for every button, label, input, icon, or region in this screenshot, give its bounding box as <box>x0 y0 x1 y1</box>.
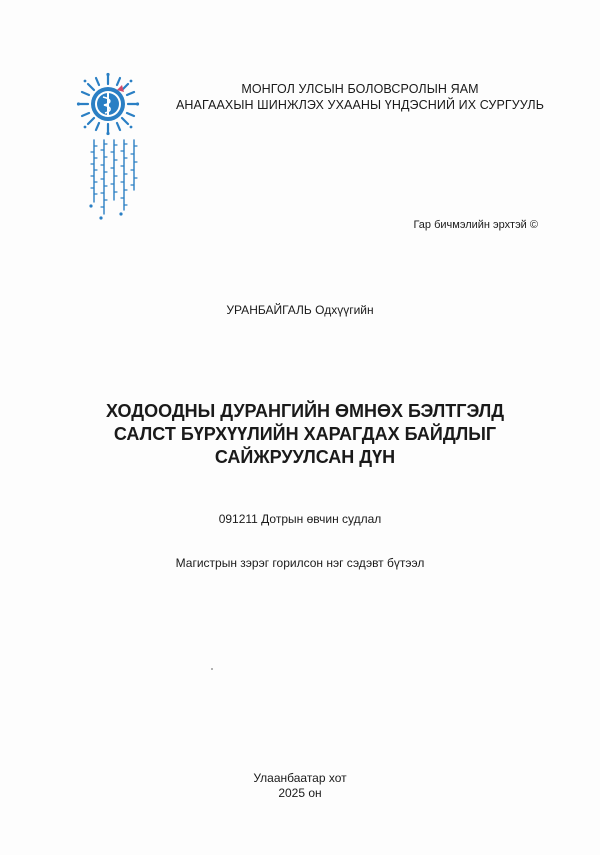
city-name: Улаанбаатар хот <box>253 771 347 785</box>
university-name: АНАГААХЫН ШИНЖЛЭХ УХААНЫ ҮНДЭСНИЙ ИХ СУРГУУЛЬ <box>175 98 545 112</box>
specialty-code: 091211 Дотрын өвчин судлал <box>218 512 382 526</box>
thesis-title <box>60 400 550 469</box>
thesis-title-line: САЛСТ БҮРХҮҮЛИЙН ХАРАГДАХ БАЙДЛЫГ <box>113 424 497 444</box>
degree-statement: Магистрын зэрэг горилсон нэг сэдэвт бүтээл <box>175 556 425 570</box>
ministry-name: МОНГОЛ УЛСЫН БОЛОВСРОЛЫН ЯАМ <box>241 82 479 96</box>
copyright-notice: Гар бичмэлийн эрхтэй © <box>413 219 538 231</box>
university-emblem-icon <box>76 72 146 222</box>
author-name: УРАНБАЙГАЛЬ Одхүүгийн <box>226 303 374 317</box>
thesis-title-line: ХОДООДНЫ ДУРАНГИЙН ӨМНӨХ БЭЛТГЭЛД <box>105 401 505 421</box>
thesis-title-line: САЙЖРУУЛСАН ДҮН <box>214 447 396 467</box>
scan-speck <box>211 668 213 670</box>
publication-year: 2025 он <box>278 786 322 800</box>
